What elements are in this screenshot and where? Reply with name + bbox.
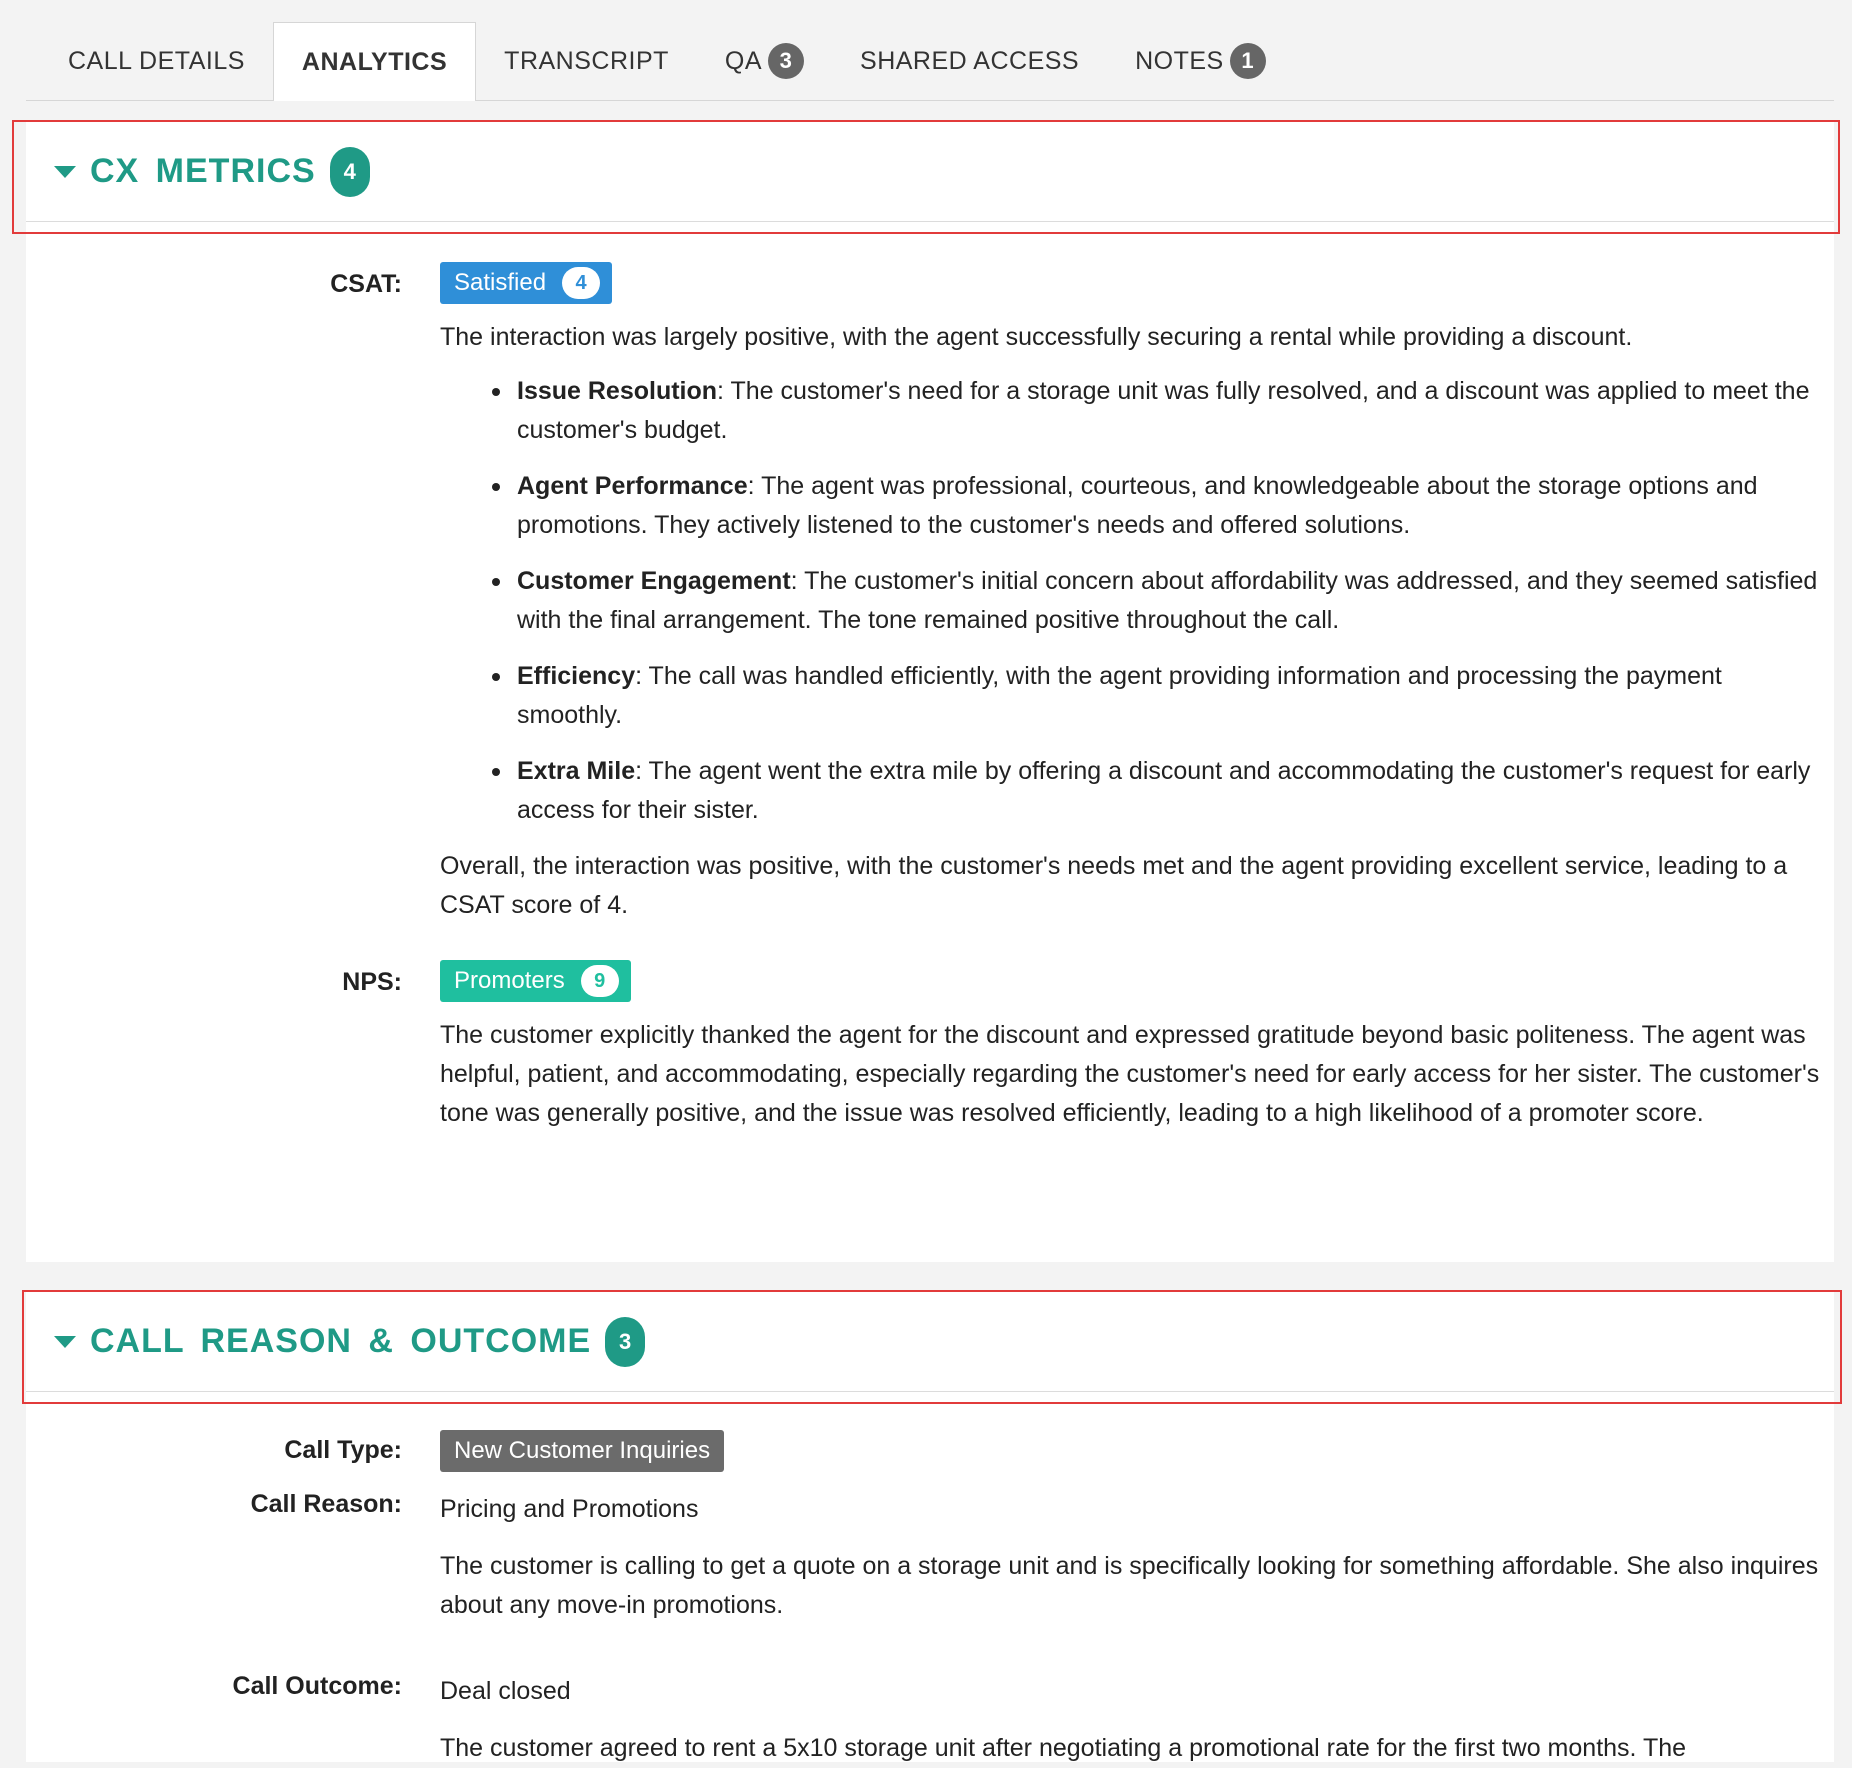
csat-body xyxy=(440,262,1820,925)
cx-metrics-count-badge: 4 xyxy=(330,147,370,197)
call-reason-title: CALL REASON & OUTCOME xyxy=(90,1322,592,1360)
call-type-label: Call Type: xyxy=(284,1436,402,1464)
list-item: Agent Performance: The agent was professional, courteous, and knowledgeable about the storage options and promotions. They actively listened to the customer's needs and offered solutions. xyxy=(440,467,1820,545)
tab-qa[interactable]: QA 3 xyxy=(697,22,832,100)
nps-score: 9 xyxy=(581,965,619,997)
call-outcome-label: Call Outcome: xyxy=(232,1672,402,1700)
list-item: Extra Mile: The agent went the extra mile by offering a discount and accommodating the customer's request for early access for their sister. xyxy=(440,752,1820,830)
tab-analytics[interactable]: ANALYTICS xyxy=(273,22,476,101)
tab-notes[interactable]: NOTES 1 xyxy=(1107,22,1294,100)
tab-transcript[interactable]: TRANSCRIPT xyxy=(504,46,669,75)
call-type-badge: New Customer Inquiries xyxy=(440,1430,724,1472)
nps-text: The customer explicitly thanked the agent for the discount and expressed gratitude beyond basic politeness. The agent was helpful, patient, and accommodating, especially regarding the customer's need for early access for her sister. The customer's tone was generally positive, and the issue was resolved efficiently, leading to a high likelihood of a promoter score. xyxy=(440,1021,1820,1127)
csat-badge: Satisfied 4 xyxy=(440,262,612,304)
caret-down-icon[interactable] xyxy=(54,1336,76,1348)
qa-count-badge: 3 xyxy=(768,43,804,79)
cx-metrics-header[interactable] xyxy=(26,122,1834,222)
tab-call-details[interactable]: CALL DETAILS xyxy=(68,46,245,75)
cx-metrics-panel xyxy=(26,122,1834,1262)
caret-down-icon[interactable] xyxy=(54,166,76,178)
call-reason-text: The customer is calling to get a quote on a storage unit and is specifically looking for something affordable. She also inquires about any move-in promotions. xyxy=(440,1552,1819,1619)
csat-label: CSAT: xyxy=(330,270,402,298)
csat-score: 4 xyxy=(562,267,600,299)
nps-badge: Promoters 9 xyxy=(440,960,631,1002)
csat-overall: Overall, the interaction was positive, with the customer's needs met and the agent providing excellent service, leading to a CSAT score of 4. xyxy=(440,852,1788,919)
notes-count-badge: 1 xyxy=(1230,43,1266,79)
call-outcome-text: The customer agreed to rent a 5x10 storage unit after negotiating a promotional rate for the first two months. The xyxy=(440,1734,1687,1762)
tab-shared-access[interactable]: SHARED ACCESS xyxy=(860,46,1080,75)
csat-points-list xyxy=(440,372,1820,830)
tab-bar xyxy=(26,22,1834,101)
nps-label: NPS: xyxy=(342,968,402,996)
call-outcome-value: Deal closed xyxy=(440,1677,571,1705)
call-reason-count-badge: 3 xyxy=(605,1317,645,1367)
list-item: Customer Engagement: The customer's initial concern about affordability was addressed, and they seemed satisfied with the final arrangement. The tone remained positive throughout the call. xyxy=(440,562,1820,640)
cx-metrics-title: CX METRICS xyxy=(90,152,316,190)
call-reason-value: Pricing and Promotions xyxy=(440,1495,699,1523)
csat-summary: The interaction was largely positive, with the agent successfully securing a rental while providing a discount. xyxy=(440,323,1633,351)
list-item: Issue Resolution: The customer's need for a storage unit was fully resolved, and a discount was applied to meet the customer's budget. xyxy=(440,372,1820,450)
call-reason-header[interactable] xyxy=(26,1292,1834,1392)
call-reason-label: Call Reason: xyxy=(250,1490,402,1518)
list-item: Efficiency: The call was handled efficiently, with the agent providing information and processing the payment smoothly. xyxy=(440,657,1820,735)
call-reason-outcome-panel xyxy=(26,1292,1834,1762)
nps-body xyxy=(440,960,1820,1133)
